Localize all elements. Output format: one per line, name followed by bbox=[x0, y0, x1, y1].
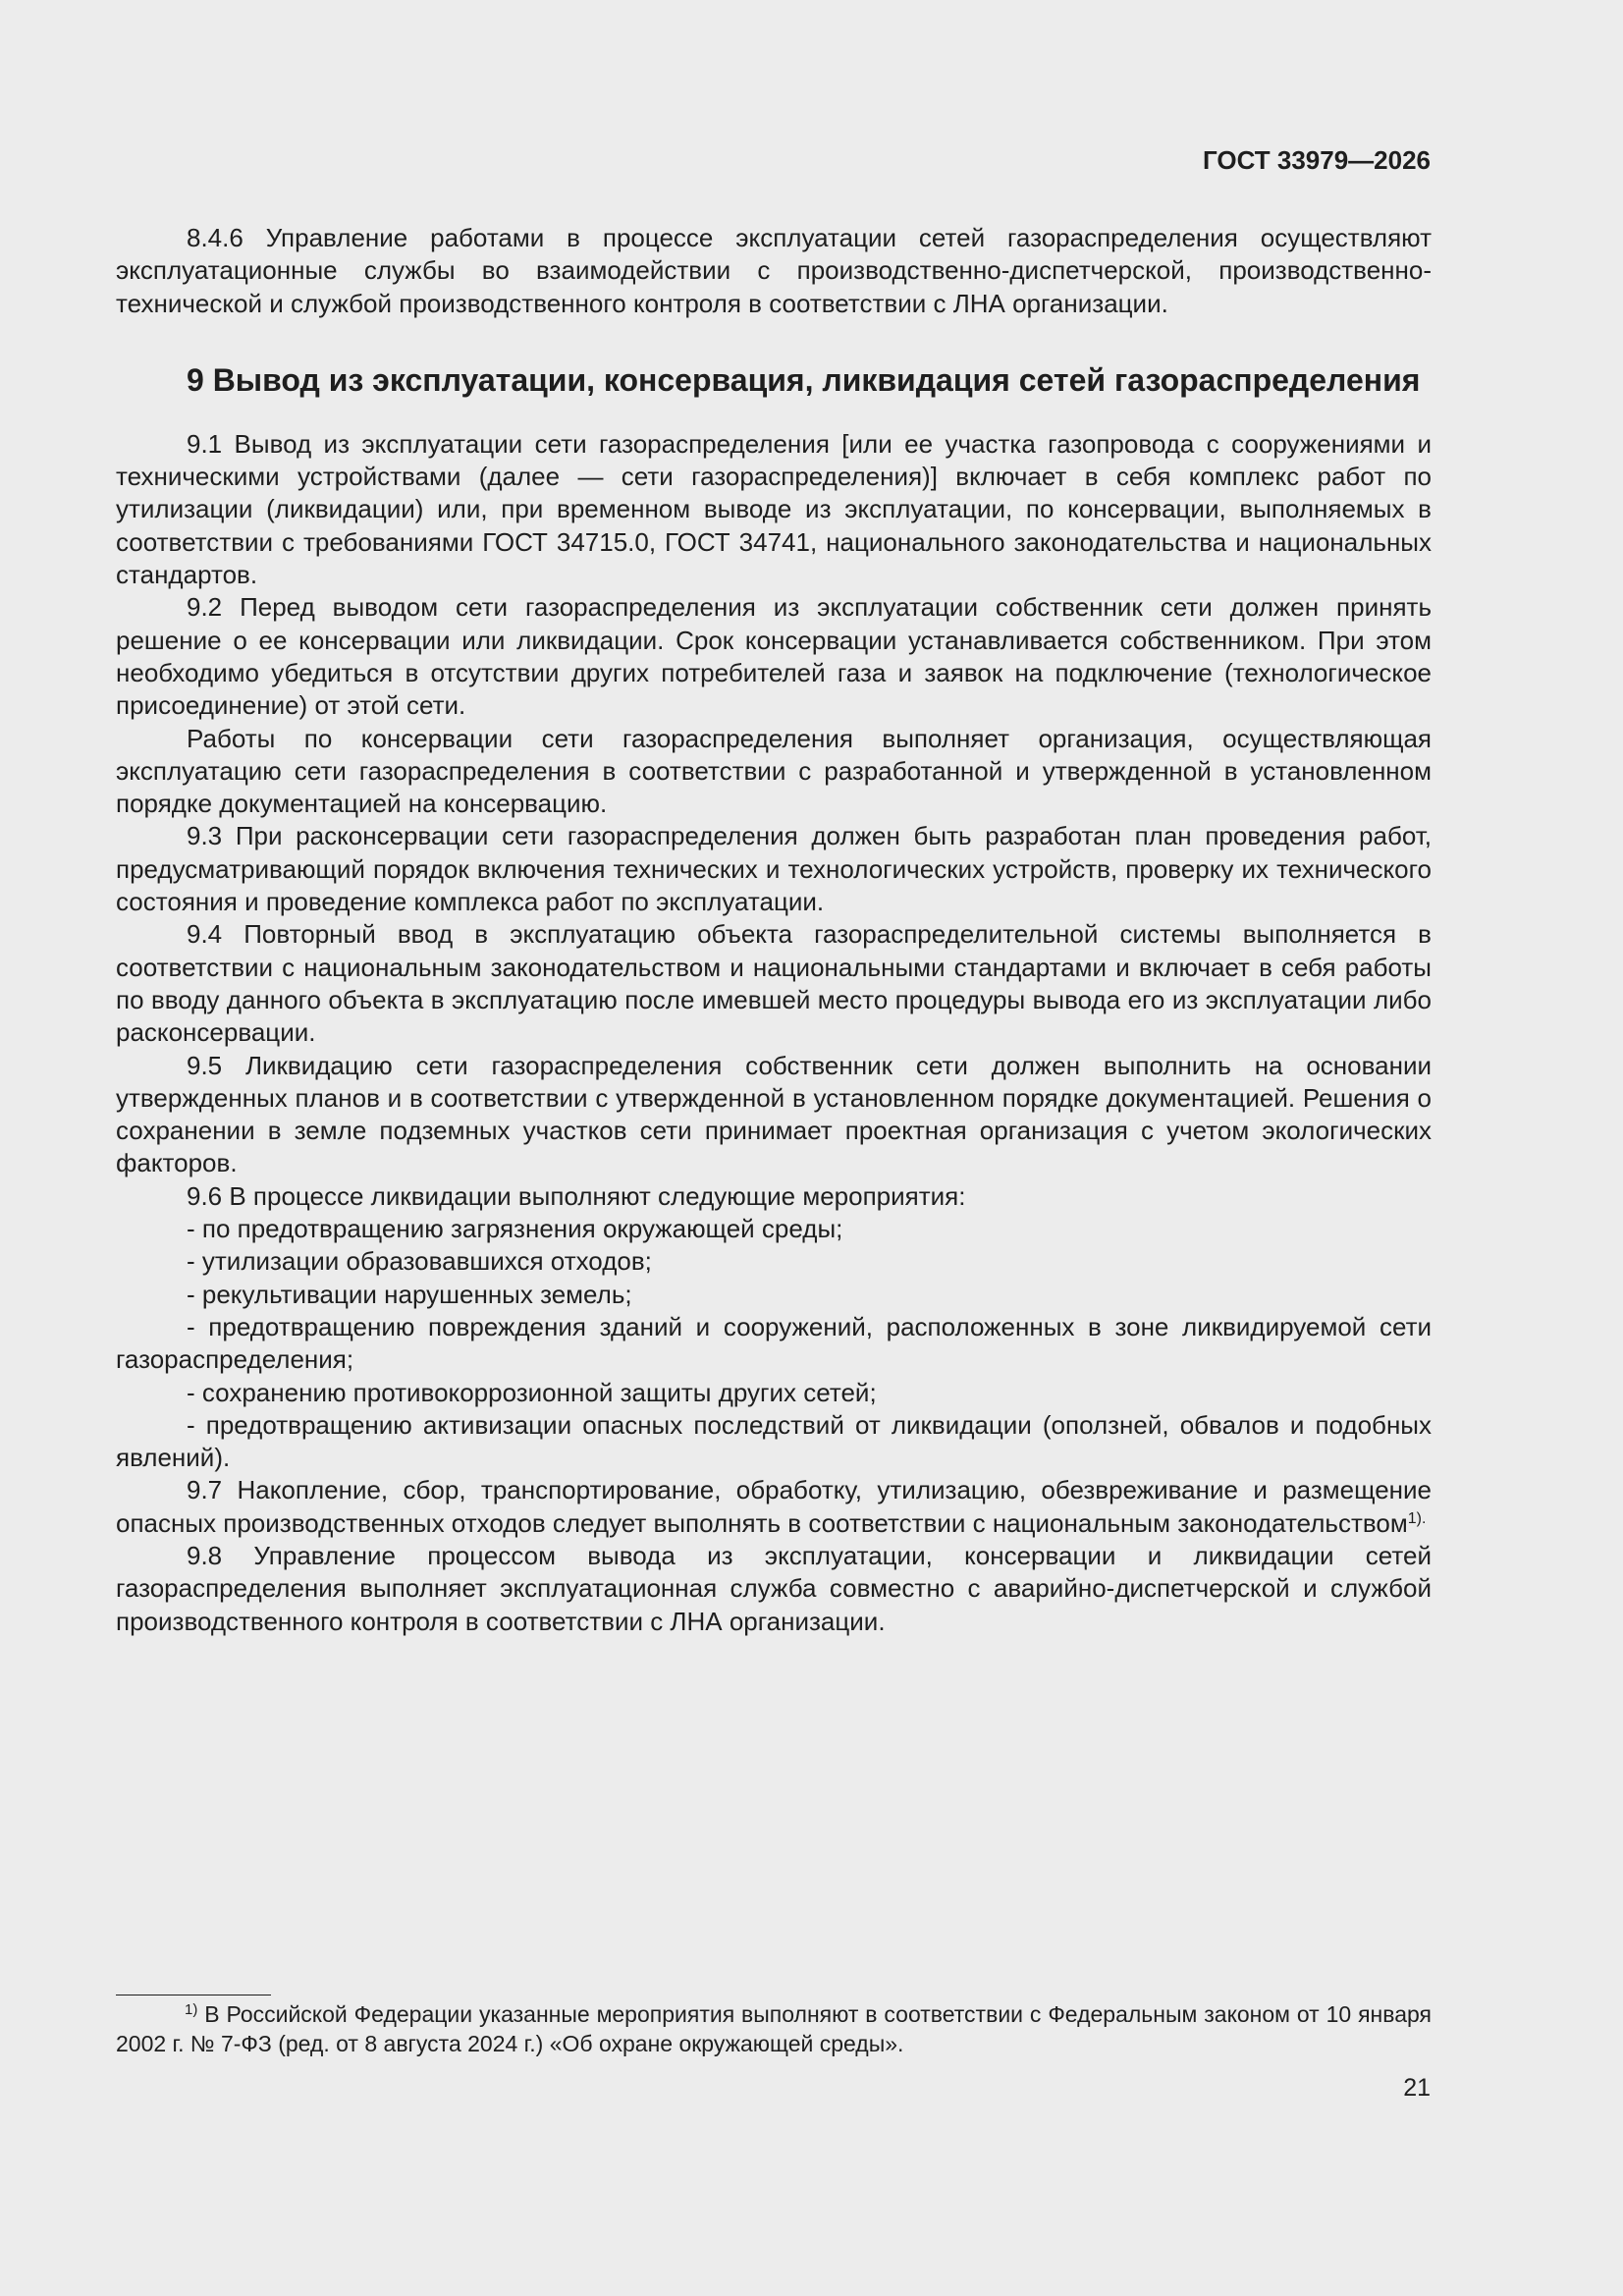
footnote-text: В Российской Федерации указанные мероприятия выполняют в соответствии с Федеральным законом от 10 января 2002 г. № 7-ФЗ (ред. от 8 августа 2024 г.) «Об охране окружающей среды». bbox=[116, 2001, 1432, 2056]
list-item: - рекультивации нарушенных земель; bbox=[187, 1279, 632, 1309]
paragraph-9-1: 9.1 Вывод из эксплуатации сети газораспределения [или ее участка газопровода с сооружениями и техническими устройствами (далее — сети газораспределения)] включает в себя комплекс работ по утилизации (ликвидации) или, при временном выводе из эксплуатации, по консервации, выполняемых в соответствии с требованиями ГОСТ 34715.0, ГОСТ 34741, национального законодательства и национальных стандартов. bbox=[116, 428, 1432, 590]
section-heading: 9 Вывод из эксплуатации, консервация, ликвидация сетей газораспределения bbox=[187, 361, 1421, 398]
list-item: - сохранению противокоррозионной защиты других сетей; bbox=[187, 1377, 877, 1407]
list-item: - предотвращению повреждения зданий и сооружений, расположенных в зоне ликвидируемой сети газораспределения; bbox=[116, 1311, 1432, 1375]
paragraph-9-7 bbox=[116, 1474, 1432, 1540]
footnote-marker: 1) bbox=[185, 2001, 198, 2018]
paragraph-9-2: 9.2 Перед выводом сети газораспределения из эксплуатации собственник сети должен принять решение о ее консервации или ликвидации. Срок консервации устанавливается собственником. При этом необходимо убедиться в отсутствии других потребителей газа и заявок на подключение (технологическое присоединение) от этой сети. bbox=[116, 592, 1432, 721]
paragraph-9-7-text: 9.7 Накопление, сбор, транспортирование, обработку, утилизацию, обезвреживание и размещение опасных производственных отходов следует выполнять в соответствии с национальным законодательством bbox=[116, 1475, 1432, 1538]
footnote bbox=[116, 1999, 1432, 2058]
paragraph-8-4-6: 8.4.6 Управление работами в процессе эксплуатации сетей газораспределения осуществляют эксплуатационные службы во взаимодействии с производственно-диспетчерской, производственно-технической и службой производственного контроля в соответствии с ЛНА организации. bbox=[116, 223, 1432, 318]
document-code: ГОСТ 33979—2026 bbox=[1203, 145, 1431, 175]
paragraph-9-6: 9.6 В процессе ликвидации выполняют следующие мероприятия: bbox=[187, 1180, 966, 1211]
paragraph-conservation-works: Работы по консервации сети газораспределения выполняет организация, осуществляющая эксплуатацию сети газораспределения в соответствии с разработанной и утвержденной в установленном порядке документацией на консервацию. bbox=[116, 723, 1432, 819]
paragraph-9-5: 9.5 Ликвидацию сети газораспределения собственник сети должен выполнить на основании утвержденных планов и в соответствии с утвержденной в установленном порядке документацией. Решения о сохранении в земле подземных участков сети принимает проектная организация с учетом экологических факторов. bbox=[116, 1050, 1432, 1178]
paragraph-9-4: 9.4 Повторный ввод в эксплуатацию объекта газораспределительной системы выполняется в соответствии с национальным законодательством и национальными стандартами и включает в себя работы по вводу данного объекта в эксплуатацию после имевшей место процедуры вывода его из эксплуатации либо расконсервации. bbox=[116, 919, 1432, 1048]
footnote-reference[interactable]: 1). bbox=[1407, 1509, 1427, 1527]
page-body bbox=[116, 222, 1432, 1638]
page-number: 21 bbox=[1403, 2074, 1431, 2102]
list-item: - утилизации образовавшихся отходов; bbox=[187, 1246, 652, 1277]
paragraph-9-3: 9.3 При расконсервации сети газораспределения должен быть разработан план проведения работ, предусматривающий порядок включения технических и технологических устройств, проверку их технического состояния и проведение комплекса работ по эксплуатации. bbox=[116, 821, 1432, 917]
list-item: - предотвращению активизации опасных последствий от ликвидации (оползней, обвалов и подобных явлений). bbox=[116, 1409, 1432, 1473]
list-item: - по предотвращению загрязнения окружающей среды; bbox=[187, 1214, 843, 1244]
paragraph-9-8: 9.8 Управление процессом вывода из эксплуатации, консервации и ликвидации сетей газораспределения выполняет эксплуатационная служба совместно с аварийно-диспетчерской и службой производственного контроля в соответствии с ЛНА организации. bbox=[116, 1540, 1432, 1636]
